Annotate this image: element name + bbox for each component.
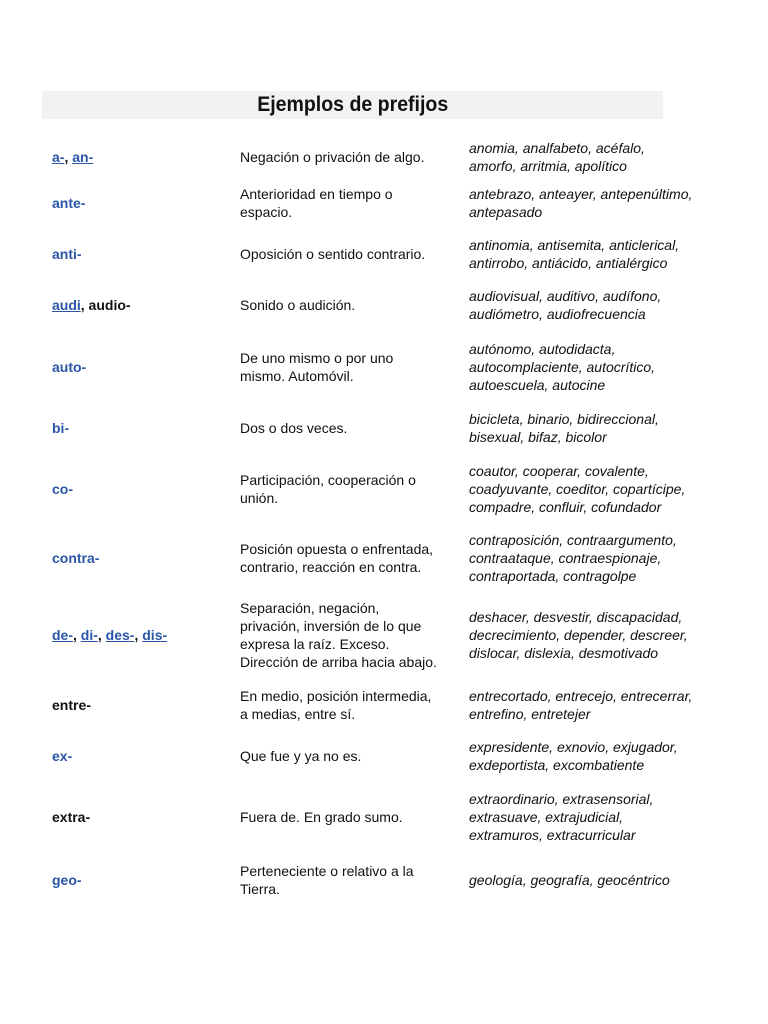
examples-cell: [469, 236, 722, 272]
examples-cell: [469, 410, 722, 446]
meaning-line: Posición opuesta o enfrentada,: [240, 540, 434, 557]
example-line: decrecimiento, depender, descreer,: [469, 627, 688, 643]
example-line: compadre, confluir, cofundador: [469, 498, 662, 515]
prefix-link[interactable]: dis-: [142, 627, 168, 643]
prefix-link[interactable]: audi: [52, 296, 81, 313]
meaning-line: De uno mismo o por uno: [240, 349, 394, 366]
table-row: [52, 229, 722, 278]
meaning-cell: [240, 540, 469, 576]
meaning-cell: [240, 148, 469, 166]
examples-cell: [469, 738, 722, 774]
meaning-line: Negación o privación de algo.: [240, 149, 425, 165]
meaning-line: Fuera de. En grado sumo.: [240, 809, 403, 825]
meaning-line: Dirección de arriba hacia abajo.: [240, 654, 437, 670]
example-line: extramuros, extracurricular: [469, 827, 636, 843]
prefix-cell: [52, 296, 240, 314]
meaning-line: Oposición o sentido contrario.: [240, 245, 426, 262]
table-row: [52, 781, 722, 853]
meaning-line: privación, inversión de lo que: [240, 618, 422, 634]
meaning-line: Dos o dos veces.: [240, 420, 348, 436]
prefix-cell: [52, 480, 240, 498]
table-row: [52, 592, 722, 678]
meaning-line: Sonido o audición.: [240, 296, 356, 313]
example-line: audiómetro, audiofrecuencia: [469, 305, 646, 322]
example-line: antirrobo, antiácido, antialérgico: [469, 254, 668, 271]
example-line: anomia, analfabeto, acéfalo,: [469, 140, 645, 156]
prefix-link[interactable]: a-: [52, 149, 65, 165]
meaning-cell: [240, 687, 469, 723]
meaning-line: Participación, cooperación o: [240, 471, 416, 488]
prefix-table: [52, 138, 722, 907]
prefix-separator: ,: [64, 149, 73, 165]
example-line: antepasado: [469, 203, 543, 220]
example-line: antinomia, antisemita, anticlerical,: [469, 236, 680, 253]
example-line: antebrazo, anteayer, antepenúltimo,: [469, 185, 693, 202]
prefix-label: bi-: [52, 420, 70, 436]
example-line: coadyuvante, coeditor, copartícipe,: [469, 480, 686, 497]
example-line: exdeportista, excombatiente: [469, 757, 645, 773]
prefix-link[interactable]: des-: [105, 627, 135, 643]
table-row: [52, 331, 722, 402]
meaning-line: a medias, entre sí.: [240, 705, 356, 722]
meaning-cell: [240, 185, 469, 221]
prefix-link[interactable]: di-: [80, 627, 98, 643]
example-line: autocomplaciente, autocrítico,: [469, 358, 655, 375]
table-row: [52, 402, 722, 454]
table-row: [52, 176, 722, 229]
prefix-separator: ,: [97, 627, 106, 643]
examples-cell: [469, 608, 722, 662]
prefix-separator: , audio-: [80, 296, 131, 313]
meaning-line: Anterioridad en tiempo o: [240, 185, 393, 202]
page-title: Ejemplos de prefijos: [256, 93, 448, 116]
example-line: expresidente, exnovio, exjugador,: [469, 739, 678, 755]
prefix-label: contra-: [52, 549, 100, 566]
meaning-cell: [240, 747, 469, 765]
prefix-cell: [52, 871, 240, 889]
meaning-line: unión.: [240, 489, 279, 506]
meaning-cell: [240, 808, 469, 826]
title-bar: [42, 91, 663, 119]
prefix-label: anti-: [52, 245, 82, 262]
example-line: autónomo, autodidacta,: [469, 340, 616, 357]
examples-cell: [469, 139, 722, 175]
meaning-line: expresa la raíz. Exceso.: [240, 636, 390, 652]
example-line: entrecortado, entrecejo, entrecerrar,: [469, 687, 693, 704]
meaning-line: espacio.: [240, 203, 293, 220]
example-line: contraportada, contragolpe: [469, 567, 637, 584]
prefix-separator: ,: [73, 627, 81, 643]
prefix-label: extra-: [52, 809, 91, 825]
prefix-cell: [52, 419, 240, 437]
table-row: [52, 138, 722, 176]
prefix-cell: [52, 358, 240, 376]
examples-cell: [469, 462, 722, 516]
examples-cell: [469, 687, 722, 723]
examples-cell: [469, 340, 722, 394]
meaning-cell: [240, 419, 469, 437]
table-row: [52, 454, 722, 523]
prefix-label: co-: [52, 480, 73, 497]
prefix-link[interactable]: an-: [72, 149, 94, 165]
prefix-separator: ,: [134, 627, 143, 643]
meaning-cell: [240, 349, 469, 385]
examples-cell: [469, 287, 722, 323]
examples-cell: [469, 185, 722, 221]
table-row: [52, 731, 722, 781]
example-line: extraordinario, extrasensorial,: [469, 791, 654, 807]
meaning-cell: [240, 245, 469, 263]
prefix-label: auto-: [52, 358, 87, 375]
meaning-line: Perteneciente o relativo a la: [240, 863, 414, 879]
example-line: audiovisual, auditivo, audífono,: [469, 287, 662, 304]
prefix-cell: [52, 808, 240, 826]
example-line: autoescuela, autocine: [469, 376, 606, 393]
prefix-label: entre-: [52, 696, 91, 713]
prefix-cell: [52, 148, 240, 166]
example-line: entrefino, entretejer: [469, 705, 591, 722]
prefix-label: ante-: [52, 194, 86, 211]
example-line: bisexual, bifaz, bicolor: [469, 429, 607, 445]
example-line: extrasuave, extrajudicial,: [469, 809, 624, 825]
meaning-cell: [240, 296, 469, 314]
prefix-cell: [52, 245, 240, 263]
meaning-line: En medio, posición intermedia,: [240, 687, 432, 704]
meaning-line: mismo. Automóvil.: [240, 367, 354, 384]
prefix-cell: [52, 549, 240, 567]
prefix-label: geo-: [52, 872, 82, 888]
example-line: contraataque, contraespionaje,: [469, 549, 662, 566]
meaning-cell: [240, 599, 469, 671]
example-line: bicicleta, binario, bidireccional,: [469, 411, 659, 427]
prefix-cell: [52, 747, 240, 765]
prefix-link[interactable]: de-: [52, 627, 73, 643]
prefix-cell: [52, 194, 240, 212]
examples-cell: [469, 790, 722, 844]
table-row: [52, 853, 722, 907]
meaning-cell: [240, 471, 469, 507]
example-line: dislocar, dislexia, desmotivado: [469, 645, 659, 661]
example-line: deshacer, desvestir, discapacidad,: [469, 609, 683, 625]
examples-cell: [469, 871, 722, 889]
example-line: geología, geografía, geocéntrico: [469, 872, 670, 888]
table-row: [52, 523, 722, 592]
examples-cell: [469, 531, 722, 585]
meaning-cell: [240, 862, 469, 898]
example-line: amorfo, arritmia, apolítico: [469, 158, 627, 174]
table-row: [52, 678, 722, 731]
meaning-line: Que fue y ya no es.: [240, 748, 362, 764]
meaning-line: Tierra.: [240, 881, 280, 897]
example-line: coautor, cooperar, covalente,: [469, 462, 649, 479]
table-row: [52, 278, 722, 331]
prefix-label: ex-: [52, 748, 73, 764]
meaning-line: Separación, negación,: [240, 600, 380, 616]
prefix-cell: [52, 696, 240, 714]
meaning-line: contrario, reacción en contra.: [240, 558, 422, 575]
example-line: contraposición, contraargumento,: [469, 531, 677, 548]
prefix-cell: [52, 626, 240, 644]
